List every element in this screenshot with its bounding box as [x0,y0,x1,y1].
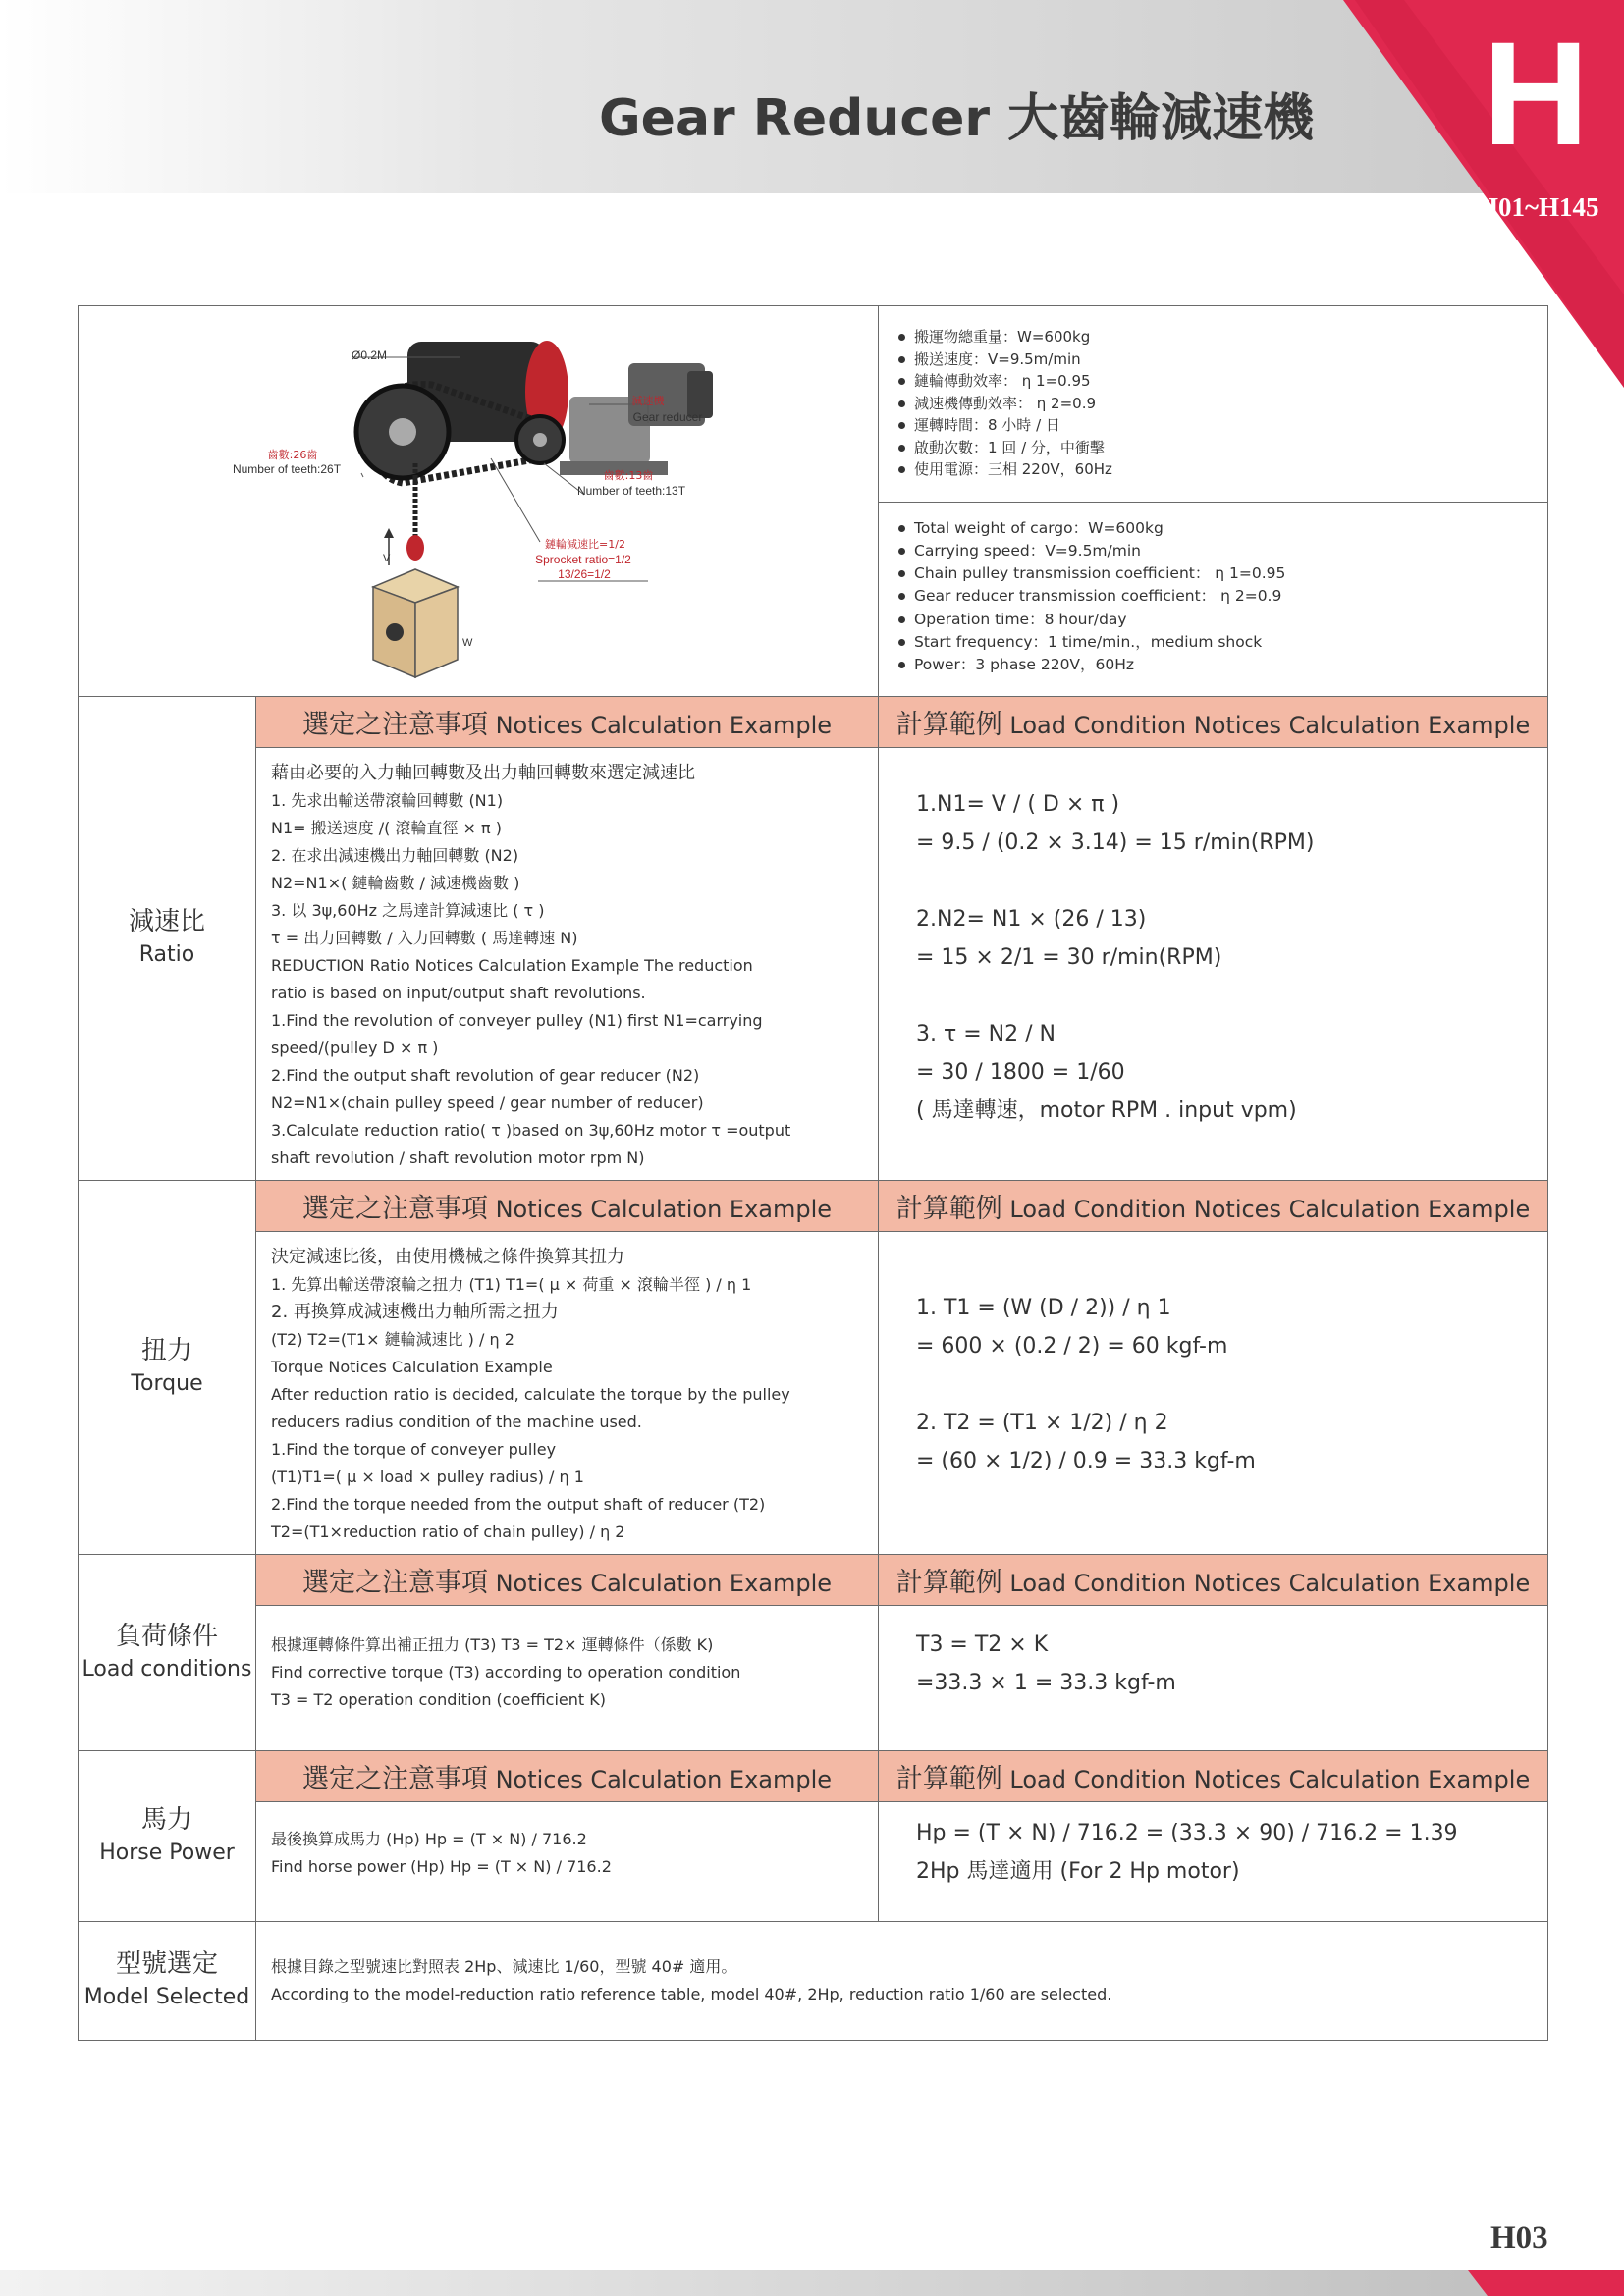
calc-line: 1.N1= V / ( D × π ) [916,792,1120,817]
notes-column-header [256,1751,879,1802]
spec-en-item: Gear reducer transmission coefficient： η 2=0.9 [898,585,1547,608]
note-line: 2.Find the torque needed from the output shaft of reducer (T2) [271,1495,766,1514]
calc-column-header [879,1555,1548,1606]
note-line: 1.Find the torque of conveyer pulley [271,1440,557,1459]
notes-header-en: Notices Calculation Example [495,1570,833,1597]
spec-zh-item: 使用電源：三相 220V，60Hz [898,458,1547,481]
conveyor-diagram [79,306,879,696]
calc-line: 2. T2 = (T1 × 1/2) / η 2 [916,1411,1168,1435]
note-line: 1. 先求出輸送帶滾輪回轉數 (N1) [271,791,504,810]
note-line: 3.Calculate reduction ratio( τ )based on 3ψ,60Hz motor τ =output [271,1121,791,1140]
velocity-label: V [383,553,391,564]
note-line: Find corrective torque (T3) according to operation condition [271,1663,741,1682]
spec-zh-item: 運轉時間：8 小時 / 日 [898,414,1547,437]
specs-zh-cell [879,306,1548,503]
calc-line: ( 馬達轉速，motor RPM . input vpm) [916,1098,1297,1123]
calc-line: = (60 × 1/2) / 0.9 = 33.3 kgf-m [916,1449,1256,1473]
horsepower-calc-cell [879,1802,1548,1922]
notes-column-header [256,697,879,748]
model-note-line: According to the model-reduction ratio reference table, model 40#, 2Hp, reduction ratio 1/60 are selected. [271,1985,1112,2003]
note-line: N1= 搬送速度 /( 滾輪直徑 × π ) [271,819,502,837]
ratio-notes-cell [256,748,879,1181]
torque-notes-cell [256,1232,879,1555]
calc-line: 3. τ = N2 / N [916,1022,1056,1046]
calc-line: = 9.5 / (0.2 × 3.14) = 15 r/min(RPM) [916,830,1315,855]
velocity-arrow-head [384,528,394,538]
note-line: (T1)T1=( μ × load × pulley radius) / η 1 [271,1468,584,1486]
reducer-label-en: Gear reducer [632,410,703,424]
calculation-table [78,305,1548,2041]
section-letter: H [1483,11,1590,176]
note-line: 2. 再換算成減速機出力軸所需之扭力 [271,1302,559,1322]
note-line: (T2) T2=(T1× 鏈輪減速比 ) / η 2 [271,1330,514,1349]
ratio-label-zh: 減速比 [128,907,205,936]
box-logo [386,623,404,641]
note-line: N2=N1×( 鏈輪齒數 / 減速機齒數 ) [271,874,520,892]
calc-column-header [879,697,1548,748]
calc-header-en: Load Condition Notices Calculation Example [1009,1196,1531,1223]
note-line: reducers radius condition of the machine used. [271,1413,642,1431]
load-calc-cell [879,1606,1548,1751]
notes-header-en: Notices Calculation Example [495,1196,833,1223]
note-line: T3 = T2 operation condition (coefficient K) [271,1690,606,1709]
calc-line [916,977,1534,1015]
load-notes-cell [256,1606,879,1751]
spec-en-item: Carrying speed：V=9.5m/min [898,540,1547,562]
note-line: Torque Notices Calculation Example [271,1358,553,1376]
horsepower-notes-cell [256,1802,879,1922]
calc-header-zh: 計算範例 [895,1764,1002,1794]
note-line: REDUCTION Ratio Notices Calculation Example The reduction [271,956,753,975]
weight-label: W [462,637,473,649]
hook [406,535,424,561]
page-number: H03 [1490,2220,1548,2256]
note-line: τ = 出力回轉數 / 入力回轉數 ( 馬達轉速 N) [271,929,578,947]
overview-row [79,306,1548,503]
notes-column-header [256,1555,879,1606]
model-label-en: Model Selected [83,1985,250,2009]
ratio-label-cell [79,697,256,1181]
spec-zh-item: 搬運物總重量：W=600kg [898,326,1547,348]
calc-header-zh: 計算範例 [895,1568,1002,1598]
load-header-row [79,1555,1548,1606]
reducer-label-zh: 減速機 [631,395,665,407]
spec-en-item: Power：3 phase 220V，60Hz [898,654,1547,676]
notes-header-en: Notices Calculation Example [495,1766,833,1793]
teeth13-label-zh: 齒數:13齒 [603,469,654,482]
note-line: 根據運轉條件算出補正扭力 (T3) T3 = T2× 運轉條件（係數 K) [271,1635,714,1654]
notes-header-zh: 選定之注意事項 [301,1568,488,1598]
ratio-label-en: Ratio [138,942,195,967]
calc-line: 1. T1 = (W (D / 2)) / η 1 [916,1296,1171,1320]
note-line: After reduction ratio is decided, calculate the torque by the pulley [271,1385,790,1404]
spec-zh-item: 啟動次數：1 回 / 分，中衝擊 [898,437,1547,459]
note-line: 3. 以 3ψ,60Hz 之馬達計算減速比 ( τ ) [271,901,545,920]
calc-line: = 30 / 1800 = 1/60 [916,1060,1125,1085]
model-note-line: 根據目錄之型號速比對照表 2Hp、減速比 1/60，型號 40# 適用。 [271,1957,737,1976]
footer-band [0,2270,1624,2296]
calc-line [916,862,1534,900]
note-line: speed/(pulley D × π ) [271,1039,439,1057]
torque-label-zh: 扭力 [140,1336,192,1365]
specs-zh-list [879,306,1547,481]
calc-column-header [879,1181,1548,1232]
note-line: 2.Find the output shaft revolution of gear reducer (N2) [271,1066,700,1085]
large-sprocket-hub [389,418,416,446]
note-line: shaft revolution / shaft revolution motor rpm N) [271,1148,645,1167]
torque-content-row [79,1232,1548,1555]
calc-header-en: Load Condition Notices Calculation Example [1009,712,1531,739]
calc-line: = 600 × (0.2 / 2) = 60 kgf-m [916,1334,1228,1359]
calc-column-header [879,1751,1548,1802]
note-line: Find horse power (Hp) Hp = (T × N) / 716.2 [271,1857,612,1876]
load-label-zh: 負荷條件 [115,1621,218,1651]
torque-label-en: Torque [131,1371,203,1396]
note-line: N2=N1×(chain pulley speed / gear number of reducer) [271,1094,704,1112]
calc-header-zh: 計算範例 [895,710,1002,740]
page-range: H01~H145 [1478,192,1599,222]
model-label-zh: 型號選定 [115,1949,218,1979]
calc-header-en: Load Condition Notices Calculation Example [1009,1766,1531,1793]
horsepower-label-cell [79,1751,256,1922]
page-title: Gear Reducer 大齒輪減速機 [599,89,1315,148]
calc-line [916,1365,1534,1404]
teeth26-label-en: Number of teeth:26T [232,462,342,476]
note-line: 1.Find the revolution of conveyer pulley (N1) first N1=carrying [271,1011,763,1030]
spec-en-item: Total weight of cargo：W=600kg [898,517,1547,540]
load-content-row [79,1606,1548,1751]
notes-header-zh: 選定之注意事項 [301,710,488,740]
note-line: T2=(T1×reduction ratio of chain pulley) / η 2 [271,1522,625,1541]
horsepower-label-zh: 馬力 [140,1804,192,1835]
spec-en-item: Chain pulley transmission coefficient： η 1=0.95 [898,562,1547,585]
model-selected-row [79,1922,1548,2041]
horsepower-header-row [79,1751,1548,1802]
small-sprocket-hub [533,433,547,447]
note-line: 決定減速比後，由使用機械之條件換算其扭力 [271,1247,624,1267]
spec-zh-item: 鏈輪傳動效率： η 1=0.95 [898,370,1547,393]
load-label-en: Load conditions [81,1656,252,1682]
note-line: 1. 先算出輸送帶滾輪之扭力 (T1) T1=( μ × 荷重 × 滾輪半徑 ) / η 1 [271,1275,752,1294]
teeth13-label-en: Number of teeth:13T [576,484,686,498]
calc-header-zh: 計算範例 [895,1194,1002,1224]
notes-header-zh: 選定之注意事項 [301,1764,488,1794]
torque-calc-cell [879,1232,1548,1555]
torque-label-cell [79,1181,256,1555]
note-line: ratio is based on input/output shaft revolutions. [271,984,646,1002]
sprocket-fraction: 13/26=1/2 [558,567,611,581]
teeth26-leader [361,473,363,477]
calc-line: =33.3 × 1 = 33.3 kgf-m [916,1671,1176,1695]
spec-en-item: Operation time：8 hour/day [898,609,1547,631]
note-line: 2. 在求出減速機出力軸回轉數 (N2) [271,846,519,865]
sprocket-label-zh: 鏈輪減速比=1/2 [545,538,625,551]
torque-header-row [79,1181,1548,1232]
notes-header-en: Notices Calculation Example [495,712,833,739]
ratio-content-row [79,748,1548,1181]
calc-line: 2Hp 馬達適用 (For 2 Hp motor) [916,1859,1240,1884]
calc-header-en: Load Condition Notices Calculation Example [1009,1570,1531,1597]
horsepower-content-row [79,1802,1548,1922]
conveyor-diagram-cell [79,306,879,697]
ratio-calc-cell [879,748,1548,1181]
calc-line: T3 = T2 × K [916,1632,1049,1657]
specs-en-list [879,503,1547,677]
spec-zh-item: 減速機傳動效率： η 2=0.9 [898,393,1547,415]
notes-column-header [256,1181,879,1232]
calc-line: = 15 × 2/1 = 30 r/min(RPM) [916,945,1222,970]
spec-zh-item: 搬送速度：V=9.5m/min [898,348,1547,371]
calc-line: 2.N2= N1 × (26 / 13) [916,907,1147,932]
sprocket-leader [491,458,540,542]
box-right [415,587,458,677]
specs-en-cell [879,502,1548,697]
diameter-label: Ø0.2M [352,348,388,362]
calc-line: Hp = (T × N) / 716.2 = (33.3 × 90) / 716.2 = 1.39 [916,1821,1458,1845]
model-note-cell [256,1922,1548,2041]
note-line: 藉由必要的入力軸回轉數及出力軸回轉數來選定減速比 [271,763,695,783]
note-line: 最後換算成馬力 (Hp) Hp = (T × N) / 716.2 [271,1830,587,1848]
model-label-cell [79,1922,256,2041]
horsepower-label-en: Horse Power [99,1840,235,1865]
notes-header-zh: 選定之注意事項 [301,1194,488,1224]
spec-en-item: Start frequency：1 time/min.，medium shock [898,631,1547,654]
load-label-cell [79,1555,256,1751]
teeth26-label-zh: 齒數:26齒 [267,449,318,461]
sprocket-label-en: Sprocket ratio=1/2 [535,553,631,566]
ratio-header-row [79,697,1548,748]
